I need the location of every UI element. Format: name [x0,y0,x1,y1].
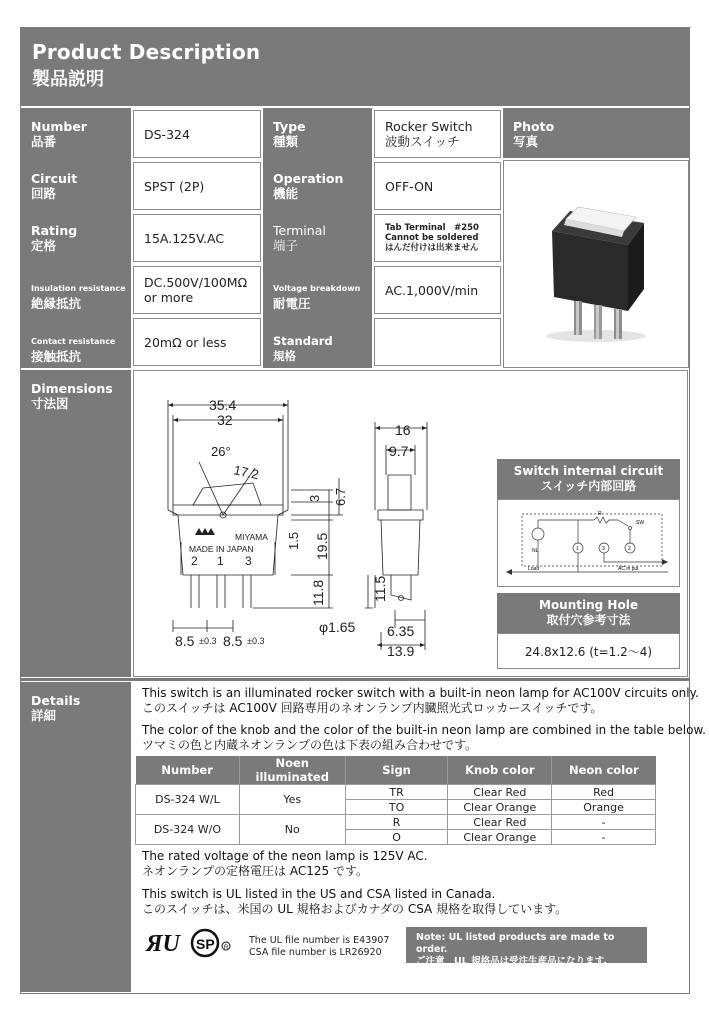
circuit-load: Load [528,566,540,572]
cell-neon: Red [552,785,656,800]
circuit-label: Circuit 回路 [31,171,78,201]
number-value: DS-324 [133,110,261,158]
svg-text:ЯU: ЯU [146,931,180,956]
cell-knob: Clear Orange [448,830,552,845]
circuit-box [497,499,680,587]
th-number: Number [136,756,240,785]
mounting-box-title: Mounting Hole 取付穴参考寸法 [497,593,680,633]
circuit-r: R [598,511,602,517]
cell-number: DS-324 W/L [136,785,240,815]
dim-19-5: 19.5 [314,532,330,560]
dim-9-7: 9.7 [389,443,409,459]
cell-knob: Clear Red [448,785,552,800]
color-combination-table [135,756,656,845]
page-title: Product Description [32,40,261,64]
pin-1: 1 [217,554,224,568]
cell-sign: TR [345,785,448,800]
dim-3: 3 [307,494,322,502]
circuit-pin-3: 3 [602,546,605,552]
dim-6-35: 6.35 [387,623,415,639]
dim-8-5-a: 8.5 [175,633,195,649]
cell-illuminated: No [239,815,345,845]
cell-neon: - [552,830,656,845]
cell-sign: O [345,830,448,845]
dim-11-5: 11.5 [372,575,388,602]
dim-17-2: 17.2 [232,462,261,483]
dim-8-5-b: 8.5 [223,633,243,649]
dim-32: 32 [217,412,233,428]
standard-label: Standard 規格 [273,334,333,363]
cell-sign: TO [345,800,448,815]
dim-11-8: 11.8 [310,579,326,606]
pin-3: 3 [245,554,252,568]
mounting-value: 24.8x12.6 (t=1.2～4) [497,633,680,669]
contact-value: 20mΩ or less [133,318,261,366]
circuit-box-title: Switch internal circuit スイッチ内部回路 [497,459,680,499]
svg-text:R: R [224,945,229,951]
dim-1-5: 1.5 [286,531,301,550]
cell-knob: Clear Red [448,815,552,830]
svg-text:SP: SP [196,936,215,952]
made-in-text: MADE IN JAPAN [189,544,254,554]
csa-logo-icon [190,927,234,959]
product-photo [504,161,688,367]
terminal-label: Terminal 端子 [273,223,326,253]
operation-value: OFF-ON [374,162,501,210]
miyama-logo [195,528,215,535]
dimensions-label: Dimensions 寸法図 [31,381,113,411]
page-title-jp: 製品説明 [32,69,104,90]
th-illuminated: Noen illuminated [239,756,345,785]
product-photo-panel [503,160,689,368]
contact-label: Contact resistance 接触抵抗 [31,337,116,364]
dim-6-7: 6.7 [333,487,348,506]
rating-value: 15A.125V.AC [133,214,261,262]
circuit-diagram [498,500,679,586]
standard-value [374,318,501,366]
terminal-value: Tab Terminal #250 Cannot be soldered はんだ付けは出来ません [374,214,501,262]
insulation-label: Insulation resistance 絶縁抵抗 [31,284,126,311]
page-header [21,28,689,106]
ul-order-note: Note: UL listed products are made to order. ご注意 UL 規格品は受注生産品になります。 [406,927,647,963]
dim-phi: φ1.65 [319,619,356,635]
circuit-acin: AC in put [618,566,639,572]
type-value: Rocker Switch 波動スイッチ [374,110,501,158]
voltage-label: Voltage breakdown 耐電圧 [273,284,361,311]
ul-recognized-icon [145,930,185,956]
th-neon-color: Neon color [552,756,656,785]
circuit-sw: SW [636,520,645,526]
dim-16: 16 [395,422,411,438]
dim-35-4: 35.4 [209,397,237,413]
number-label: Number 品番 [31,119,87,149]
cell-neon: Orange [552,800,656,815]
cell-neon: - [552,815,656,830]
circuit-nl: NL [532,548,539,554]
circuit-pin-2: 2 [628,546,631,552]
rating-label: Rating 定格 [31,223,78,253]
details-label: Details 詳細 [31,693,81,723]
cell-sign: R [345,815,448,830]
brand-text: MIYAMA [235,532,268,542]
dim-tol-a: ±0.3 [199,636,217,646]
certification-file-numbers: The UL file number is E43907 CSA file number is LR26920 [249,935,390,958]
pin-2: 2 [191,554,198,568]
operation-label: Operation 機能 [273,171,344,201]
circuit-value: SPST (2P) [133,162,261,210]
th-knob-color: Knob color [448,756,552,785]
dim-26: 26° [211,444,231,459]
cell-number: DS-324 W/O [136,815,240,845]
details-para-4: This switch is UL listed in the US and CSA listed in Canada. このスイッチは、米国の UL 規格およびカナダの CSA 規格を取得しています。 [142,887,568,916]
photo-label: Photo 写真 [513,119,555,149]
section-divider [21,678,689,681]
table-row [136,815,656,830]
details-para-1: This switch is an illuminated rocker switch with a built-in neon lamp for AC100V circuits only. このスイッチは AC100V 回路専用のネオンランプ内臓照光式ロッカースイッチです。 [142,686,699,715]
cell-illuminated: Yes [239,785,345,815]
dimension-drawing [133,370,493,677]
voltage-value: AC.1,000V/min [374,266,501,314]
insulation-value: DC.500V/100MΩ or more [133,266,261,314]
cell-knob: Clear Orange [448,800,552,815]
table-row [136,785,656,800]
dim-tol-b: ±0.3 [247,636,265,646]
details-para-2: The color of the knob and the color of the built-in neon lamp are combined in the table below. ツマミの色と内蔵ネオンランプの色は下表の組み合わせです。 [142,723,706,752]
type-label: Type 種類 [273,119,306,149]
th-sign: Sign [345,756,448,785]
dim-13-9: 13.9 [387,643,415,659]
circuit-pin-1: 1 [576,546,579,552]
details-para-3: The rated voltage of the neon lamp is 125V AC. ネオンランプの定格電圧は AC125 です。 [142,849,428,878]
